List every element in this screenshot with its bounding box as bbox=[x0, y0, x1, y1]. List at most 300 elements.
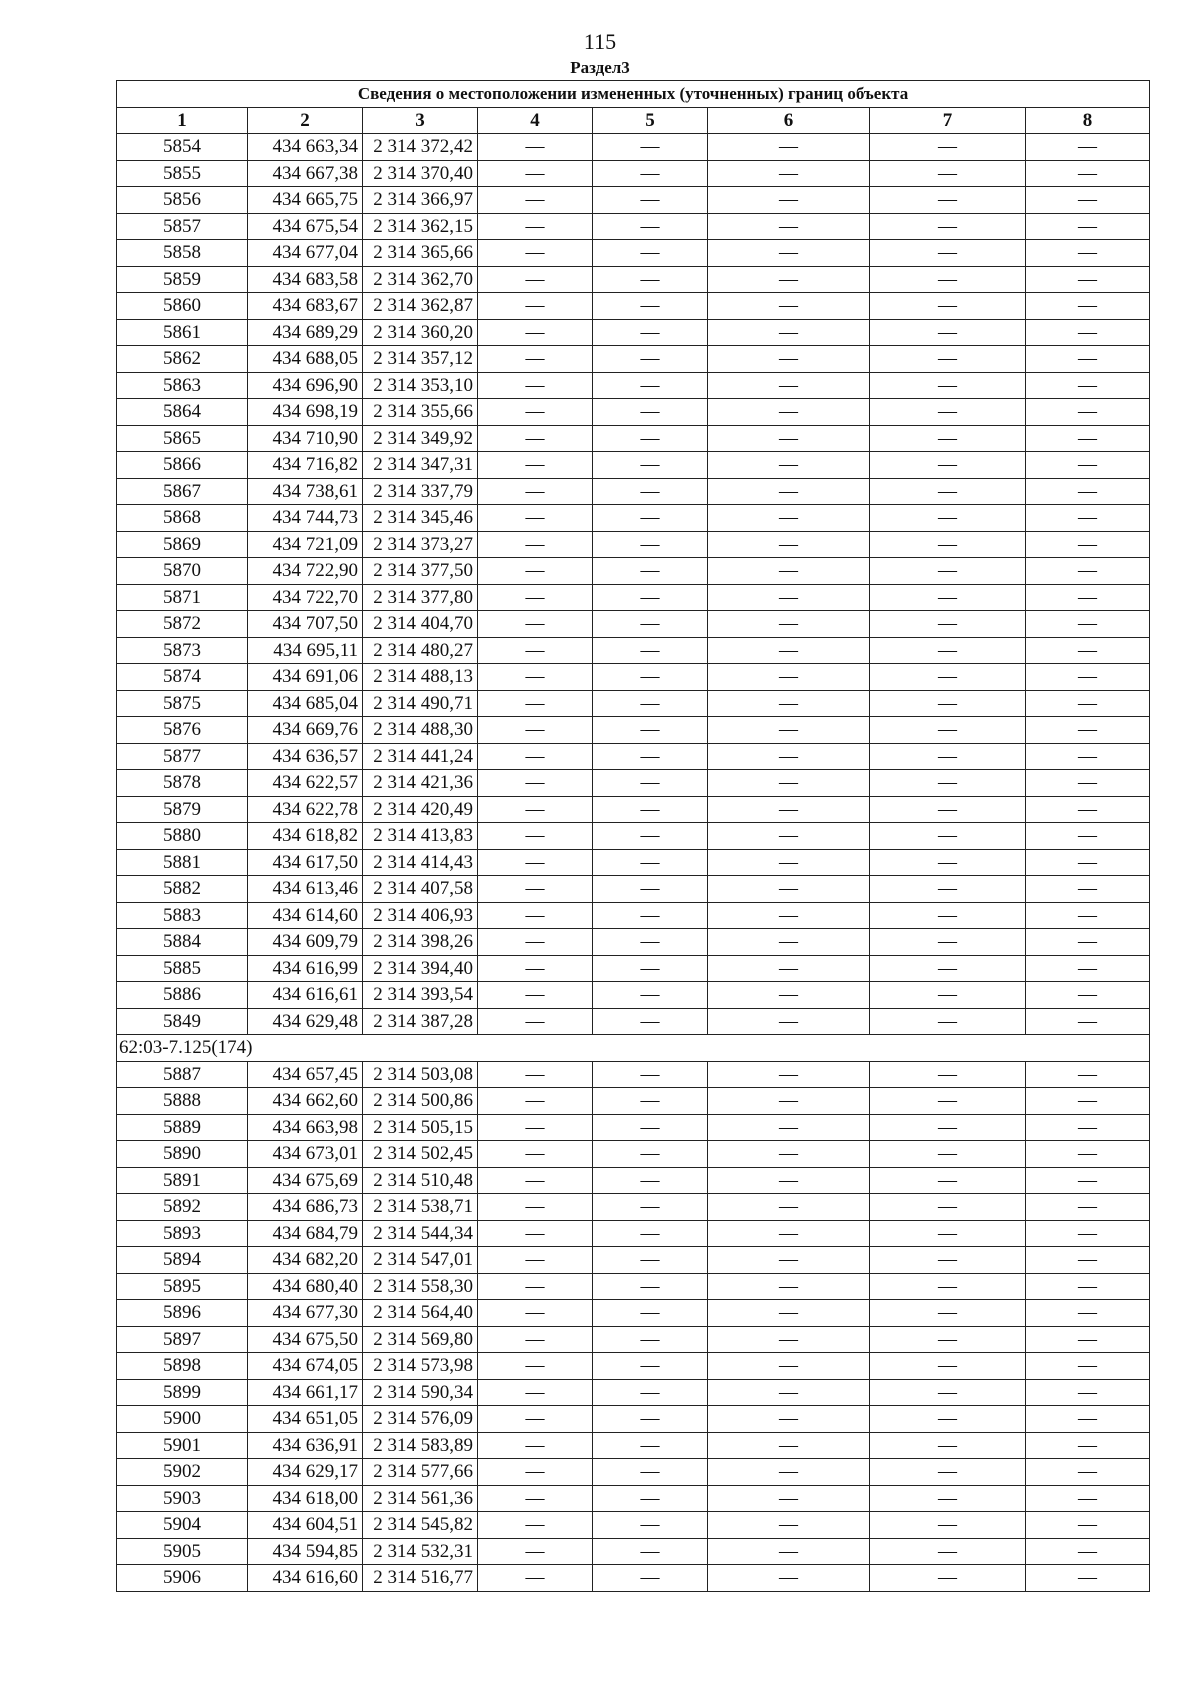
y-coordinate-cell: 2 314 407,58 bbox=[363, 876, 478, 903]
empty-value-cell: — bbox=[478, 1194, 593, 1221]
empty-value-cell: — bbox=[1026, 293, 1150, 320]
empty-value-cell: — bbox=[708, 1008, 870, 1035]
empty-value-cell: — bbox=[593, 293, 708, 320]
x-coordinate-cell: 434 667,38 bbox=[248, 160, 363, 187]
empty-value-cell: — bbox=[593, 1406, 708, 1433]
x-coordinate-cell: 434 675,50 bbox=[248, 1326, 363, 1353]
empty-value-cell: — bbox=[870, 1088, 1026, 1115]
empty-value-cell: — bbox=[593, 505, 708, 532]
empty-value-cell: — bbox=[1026, 664, 1150, 691]
empty-value-cell: — bbox=[593, 266, 708, 293]
table-row bbox=[117, 1512, 1150, 1539]
table-row bbox=[117, 346, 1150, 373]
empty-value-cell: — bbox=[593, 929, 708, 956]
empty-value-cell: — bbox=[708, 637, 870, 664]
table-row bbox=[117, 584, 1150, 611]
empty-value-cell: — bbox=[708, 425, 870, 452]
table-row bbox=[117, 266, 1150, 293]
empty-value-cell: — bbox=[478, 1273, 593, 1300]
y-coordinate-cell: 2 314 516,77 bbox=[363, 1565, 478, 1592]
table-row bbox=[117, 319, 1150, 346]
column-header: 2 bbox=[248, 107, 363, 134]
empty-value-cell: — bbox=[870, 478, 1026, 505]
x-coordinate-cell: 434 636,91 bbox=[248, 1432, 363, 1459]
point-number-cell: 5863 bbox=[117, 372, 248, 399]
empty-value-cell: — bbox=[708, 1141, 870, 1168]
y-coordinate-cell: 2 314 421,36 bbox=[363, 770, 478, 797]
point-number-cell: 5896 bbox=[117, 1300, 248, 1327]
point-number-cell: 5856 bbox=[117, 187, 248, 214]
x-coordinate-cell: 434 688,05 bbox=[248, 346, 363, 373]
empty-value-cell: — bbox=[478, 1538, 593, 1565]
empty-value-cell: — bbox=[870, 929, 1026, 956]
table-row bbox=[117, 160, 1150, 187]
empty-value-cell: — bbox=[478, 637, 593, 664]
empty-value-cell: — bbox=[478, 743, 593, 770]
empty-value-cell: — bbox=[708, 982, 870, 1009]
empty-value-cell: — bbox=[870, 505, 1026, 532]
empty-value-cell: — bbox=[593, 1061, 708, 1088]
page-number: 115 bbox=[583, 29, 617, 54]
point-number-cell: 5849 bbox=[117, 1008, 248, 1035]
empty-value-cell: — bbox=[708, 1353, 870, 1380]
empty-value-cell: — bbox=[708, 955, 870, 982]
empty-value-cell: — bbox=[593, 743, 708, 770]
empty-value-cell: — bbox=[1026, 1485, 1150, 1512]
empty-value-cell: — bbox=[1026, 1300, 1150, 1327]
x-coordinate-cell: 434 629,48 bbox=[248, 1008, 363, 1035]
x-coordinate-cell: 434 622,57 bbox=[248, 770, 363, 797]
point-number-cell: 5905 bbox=[117, 1538, 248, 1565]
empty-value-cell: — bbox=[708, 1300, 870, 1327]
empty-value-cell: — bbox=[870, 690, 1026, 717]
empty-value-cell: — bbox=[870, 1379, 1026, 1406]
point-number-cell: 5859 bbox=[117, 266, 248, 293]
empty-value-cell: — bbox=[870, 849, 1026, 876]
point-number-cell: 5892 bbox=[117, 1194, 248, 1221]
table-row bbox=[117, 372, 1150, 399]
empty-value-cell: — bbox=[478, 399, 593, 426]
caption-row bbox=[117, 81, 1150, 108]
y-coordinate-cell: 2 314 544,34 bbox=[363, 1220, 478, 1247]
x-coordinate-cell: 434 744,73 bbox=[248, 505, 363, 532]
empty-value-cell: — bbox=[593, 902, 708, 929]
empty-value-cell: — bbox=[478, 796, 593, 823]
empty-value-cell: — bbox=[708, 293, 870, 320]
empty-value-cell: — bbox=[478, 293, 593, 320]
empty-value-cell: — bbox=[478, 717, 593, 744]
point-number-cell: 5858 bbox=[117, 240, 248, 267]
x-coordinate-cell: 434 657,45 bbox=[248, 1061, 363, 1088]
point-number-cell: 5877 bbox=[117, 743, 248, 770]
empty-value-cell: — bbox=[708, 1114, 870, 1141]
empty-value-cell: — bbox=[870, 1485, 1026, 1512]
empty-value-cell: — bbox=[870, 770, 1026, 797]
point-number-cell: 5893 bbox=[117, 1220, 248, 1247]
table-row bbox=[117, 1141, 1150, 1168]
empty-value-cell: — bbox=[870, 1141, 1026, 1168]
table-body-a bbox=[117, 134, 1150, 1035]
empty-value-cell: — bbox=[870, 425, 1026, 452]
y-coordinate-cell: 2 314 355,66 bbox=[363, 399, 478, 426]
empty-value-cell: — bbox=[593, 1167, 708, 1194]
x-coordinate-cell: 434 617,50 bbox=[248, 849, 363, 876]
point-number-cell: 5891 bbox=[117, 1167, 248, 1194]
x-coordinate-cell: 434 710,90 bbox=[248, 425, 363, 452]
empty-value-cell: — bbox=[1026, 823, 1150, 850]
point-number-cell: 5878 bbox=[117, 770, 248, 797]
table-row bbox=[117, 240, 1150, 267]
empty-value-cell: — bbox=[708, 796, 870, 823]
empty-value-cell: — bbox=[1026, 187, 1150, 214]
x-coordinate-cell: 434 594,85 bbox=[248, 1538, 363, 1565]
empty-value-cell: — bbox=[708, 584, 870, 611]
empty-value-cell: — bbox=[708, 902, 870, 929]
point-number-cell: 5906 bbox=[117, 1565, 248, 1592]
empty-value-cell: — bbox=[708, 1459, 870, 1486]
empty-value-cell: — bbox=[593, 319, 708, 346]
empty-value-cell: — bbox=[593, 346, 708, 373]
column-header: 3 bbox=[363, 107, 478, 134]
empty-value-cell: — bbox=[870, 664, 1026, 691]
y-coordinate-cell: 2 314 488,30 bbox=[363, 717, 478, 744]
table-row bbox=[117, 637, 1150, 664]
empty-value-cell: — bbox=[708, 1194, 870, 1221]
empty-value-cell: — bbox=[870, 1194, 1026, 1221]
empty-value-cell: — bbox=[593, 160, 708, 187]
table-row bbox=[117, 823, 1150, 850]
table-row bbox=[117, 1406, 1150, 1433]
empty-value-cell: — bbox=[1026, 346, 1150, 373]
x-coordinate-cell: 434 661,17 bbox=[248, 1379, 363, 1406]
empty-value-cell: — bbox=[1026, 743, 1150, 770]
x-coordinate-cell: 434 707,50 bbox=[248, 611, 363, 638]
empty-value-cell: — bbox=[1026, 160, 1150, 187]
empty-value-cell: — bbox=[478, 558, 593, 585]
table-row bbox=[117, 1459, 1150, 1486]
empty-value-cell: — bbox=[708, 611, 870, 638]
empty-value-cell: — bbox=[870, 187, 1026, 214]
empty-value-cell: — bbox=[870, 346, 1026, 373]
empty-value-cell: — bbox=[593, 664, 708, 691]
empty-value-cell: — bbox=[593, 1247, 708, 1274]
table-row bbox=[117, 1485, 1150, 1512]
empty-value-cell: — bbox=[478, 346, 593, 373]
empty-value-cell: — bbox=[870, 134, 1026, 161]
empty-value-cell: — bbox=[593, 849, 708, 876]
empty-value-cell: — bbox=[708, 160, 870, 187]
table-row bbox=[117, 531, 1150, 558]
table-row bbox=[117, 1565, 1150, 1592]
empty-value-cell: — bbox=[593, 134, 708, 161]
x-coordinate-cell: 434 614,60 bbox=[248, 902, 363, 929]
empty-value-cell: — bbox=[478, 1114, 593, 1141]
point-number-cell: 5857 bbox=[117, 213, 248, 240]
empty-value-cell: — bbox=[708, 531, 870, 558]
empty-value-cell: — bbox=[870, 1353, 1026, 1380]
x-coordinate-cell: 434 673,01 bbox=[248, 1141, 363, 1168]
empty-value-cell: — bbox=[593, 1353, 708, 1380]
empty-value-cell: — bbox=[478, 452, 593, 479]
empty-value-cell: — bbox=[478, 664, 593, 691]
y-coordinate-cell: 2 314 490,71 bbox=[363, 690, 478, 717]
table-row bbox=[117, 1353, 1150, 1380]
point-number-cell: 5901 bbox=[117, 1432, 248, 1459]
empty-value-cell: — bbox=[593, 1300, 708, 1327]
x-coordinate-cell: 434 663,34 bbox=[248, 134, 363, 161]
empty-value-cell: — bbox=[593, 372, 708, 399]
empty-value-cell: — bbox=[478, 611, 593, 638]
empty-value-cell: — bbox=[870, 1273, 1026, 1300]
table-row bbox=[117, 1538, 1150, 1565]
empty-value-cell: — bbox=[708, 690, 870, 717]
point-number-cell: 5875 bbox=[117, 690, 248, 717]
empty-value-cell: — bbox=[870, 611, 1026, 638]
empty-value-cell: — bbox=[478, 240, 593, 267]
y-coordinate-cell: 2 314 510,48 bbox=[363, 1167, 478, 1194]
y-coordinate-cell: 2 314 573,98 bbox=[363, 1353, 478, 1380]
empty-value-cell: — bbox=[1026, 399, 1150, 426]
empty-value-cell: — bbox=[870, 1167, 1026, 1194]
empty-value-cell: — bbox=[1026, 478, 1150, 505]
point-number-cell: 5883 bbox=[117, 902, 248, 929]
y-coordinate-cell: 2 314 347,31 bbox=[363, 452, 478, 479]
column-header: 7 bbox=[870, 107, 1026, 134]
y-coordinate-cell: 2 314 503,08 bbox=[363, 1061, 478, 1088]
x-coordinate-cell: 434 677,30 bbox=[248, 1300, 363, 1327]
y-coordinate-cell: 2 314 576,09 bbox=[363, 1406, 478, 1433]
y-coordinate-cell: 2 314 564,40 bbox=[363, 1300, 478, 1327]
point-number-cell: 5881 bbox=[117, 849, 248, 876]
x-coordinate-cell: 434 682,20 bbox=[248, 1247, 363, 1274]
column-header: 1 bbox=[117, 107, 248, 134]
empty-value-cell: — bbox=[1026, 1220, 1150, 1247]
x-coordinate-cell: 434 698,19 bbox=[248, 399, 363, 426]
column-header: 4 bbox=[478, 107, 593, 134]
empty-value-cell: — bbox=[708, 505, 870, 532]
y-coordinate-cell: 2 314 377,80 bbox=[363, 584, 478, 611]
point-number-cell: 5882 bbox=[117, 876, 248, 903]
y-coordinate-cell: 2 314 414,43 bbox=[363, 849, 478, 876]
x-coordinate-cell: 434 604,51 bbox=[248, 1512, 363, 1539]
empty-value-cell: — bbox=[708, 876, 870, 903]
empty-value-cell: — bbox=[478, 876, 593, 903]
point-number-cell: 5889 bbox=[117, 1114, 248, 1141]
x-coordinate-cell: 434 636,57 bbox=[248, 743, 363, 770]
empty-value-cell: — bbox=[708, 1432, 870, 1459]
empty-value-cell: — bbox=[1026, 690, 1150, 717]
empty-value-cell: — bbox=[478, 929, 593, 956]
y-coordinate-cell: 2 314 398,26 bbox=[363, 929, 478, 956]
x-coordinate-cell: 434 675,54 bbox=[248, 213, 363, 240]
empty-value-cell: — bbox=[870, 531, 1026, 558]
point-number-cell: 5885 bbox=[117, 955, 248, 982]
empty-value-cell: — bbox=[593, 611, 708, 638]
table-row bbox=[117, 1167, 1150, 1194]
empty-value-cell: — bbox=[1026, 982, 1150, 1009]
empty-value-cell: — bbox=[708, 1485, 870, 1512]
empty-value-cell: — bbox=[1026, 849, 1150, 876]
table-row bbox=[117, 399, 1150, 426]
empty-value-cell: — bbox=[870, 266, 1026, 293]
empty-value-cell: — bbox=[1026, 876, 1150, 903]
y-coordinate-cell: 2 314 366,97 bbox=[363, 187, 478, 214]
empty-value-cell: — bbox=[478, 849, 593, 876]
empty-value-cell: — bbox=[478, 982, 593, 1009]
table-row bbox=[117, 293, 1150, 320]
empty-value-cell: — bbox=[478, 1326, 593, 1353]
point-number-cell: 5869 bbox=[117, 531, 248, 558]
table-body-b bbox=[117, 1061, 1150, 1591]
empty-value-cell: — bbox=[708, 1565, 870, 1592]
empty-value-cell: — bbox=[708, 929, 870, 956]
table-row bbox=[117, 1061, 1150, 1088]
x-coordinate-cell: 434 669,76 bbox=[248, 717, 363, 744]
empty-value-cell: — bbox=[478, 690, 593, 717]
y-coordinate-cell: 2 314 353,10 bbox=[363, 372, 478, 399]
point-number-cell: 5903 bbox=[117, 1485, 248, 1512]
empty-value-cell: — bbox=[478, 1459, 593, 1486]
x-coordinate-cell: 434 651,05 bbox=[248, 1406, 363, 1433]
empty-value-cell: — bbox=[708, 1326, 870, 1353]
empty-value-cell: — bbox=[478, 1432, 593, 1459]
empty-value-cell: — bbox=[1026, 1432, 1150, 1459]
empty-value-cell: — bbox=[478, 1061, 593, 1088]
point-number-cell: 5871 bbox=[117, 584, 248, 611]
empty-value-cell: — bbox=[1026, 1326, 1150, 1353]
empty-value-cell: — bbox=[593, 1220, 708, 1247]
empty-value-cell: — bbox=[478, 266, 593, 293]
point-number-cell: 5880 bbox=[117, 823, 248, 850]
empty-value-cell: — bbox=[1026, 1008, 1150, 1035]
empty-value-cell: — bbox=[593, 1485, 708, 1512]
empty-value-cell: — bbox=[478, 213, 593, 240]
empty-value-cell: — bbox=[478, 1247, 593, 1274]
empty-value-cell: — bbox=[708, 849, 870, 876]
empty-value-cell: — bbox=[708, 717, 870, 744]
empty-value-cell: — bbox=[708, 1220, 870, 1247]
empty-value-cell: — bbox=[870, 584, 1026, 611]
point-number-cell: 5897 bbox=[117, 1326, 248, 1353]
point-number-cell: 5879 bbox=[117, 796, 248, 823]
y-coordinate-cell: 2 314 538,71 bbox=[363, 1194, 478, 1221]
group-row bbox=[117, 1035, 1150, 1062]
point-number-cell: 5860 bbox=[117, 293, 248, 320]
empty-value-cell: — bbox=[870, 823, 1026, 850]
empty-value-cell: — bbox=[708, 743, 870, 770]
x-coordinate-cell: 434 609,79 bbox=[248, 929, 363, 956]
empty-value-cell: — bbox=[1026, 1565, 1150, 1592]
empty-value-cell: — bbox=[593, 1379, 708, 1406]
table-row bbox=[117, 982, 1150, 1009]
empty-value-cell: — bbox=[478, 478, 593, 505]
empty-value-cell: — bbox=[1026, 1406, 1150, 1433]
empty-value-cell: — bbox=[1026, 717, 1150, 744]
x-coordinate-cell: 434 691,06 bbox=[248, 664, 363, 691]
table-row bbox=[117, 425, 1150, 452]
empty-value-cell: — bbox=[593, 240, 708, 267]
empty-value-cell: — bbox=[593, 690, 708, 717]
empty-value-cell: — bbox=[1026, 1141, 1150, 1168]
empty-value-cell: — bbox=[593, 213, 708, 240]
y-coordinate-cell: 2 314 362,70 bbox=[363, 266, 478, 293]
y-coordinate-cell: 2 314 413,83 bbox=[363, 823, 478, 850]
table-row bbox=[117, 664, 1150, 691]
table-row bbox=[117, 452, 1150, 479]
table-row bbox=[117, 1247, 1150, 1274]
table-row bbox=[117, 1008, 1150, 1035]
empty-value-cell: — bbox=[593, 1565, 708, 1592]
empty-value-cell: — bbox=[708, 1061, 870, 1088]
table-row bbox=[117, 1273, 1150, 1300]
table-row bbox=[117, 558, 1150, 585]
x-coordinate-cell: 434 674,05 bbox=[248, 1353, 363, 1380]
x-coordinate-cell: 434 683,58 bbox=[248, 266, 363, 293]
y-coordinate-cell: 2 314 441,24 bbox=[363, 743, 478, 770]
empty-value-cell: — bbox=[593, 1008, 708, 1035]
point-number-cell: 5900 bbox=[117, 1406, 248, 1433]
x-coordinate-cell: 434 716,82 bbox=[248, 452, 363, 479]
y-coordinate-cell: 2 314 569,80 bbox=[363, 1326, 478, 1353]
x-coordinate-cell: 434 616,60 bbox=[248, 1565, 363, 1592]
x-coordinate-cell: 434 722,70 bbox=[248, 584, 363, 611]
y-coordinate-cell: 2 314 558,30 bbox=[363, 1273, 478, 1300]
point-number-cell: 5904 bbox=[117, 1512, 248, 1539]
empty-value-cell: — bbox=[870, 1538, 1026, 1565]
y-coordinate-cell: 2 314 545,82 bbox=[363, 1512, 478, 1539]
empty-value-cell: — bbox=[1026, 1167, 1150, 1194]
table-row bbox=[117, 796, 1150, 823]
x-coordinate-cell: 434 677,04 bbox=[248, 240, 363, 267]
empty-value-cell: — bbox=[593, 584, 708, 611]
empty-value-cell: — bbox=[870, 1565, 1026, 1592]
point-number-cell: 5870 bbox=[117, 558, 248, 585]
x-coordinate-cell: 434 689,29 bbox=[248, 319, 363, 346]
empty-value-cell: — bbox=[870, 240, 1026, 267]
x-coordinate-cell: 434 675,69 bbox=[248, 1167, 363, 1194]
empty-value-cell: — bbox=[708, 266, 870, 293]
column-header: 5 bbox=[593, 107, 708, 134]
empty-value-cell: — bbox=[1026, 955, 1150, 982]
y-coordinate-cell: 2 314 362,15 bbox=[363, 213, 478, 240]
x-coordinate-cell: 434 684,79 bbox=[248, 1220, 363, 1247]
y-coordinate-cell: 2 314 360,20 bbox=[363, 319, 478, 346]
table-row bbox=[117, 690, 1150, 717]
empty-value-cell: — bbox=[1026, 796, 1150, 823]
y-coordinate-cell: 2 314 488,13 bbox=[363, 664, 478, 691]
empty-value-cell: — bbox=[1026, 213, 1150, 240]
point-number-cell: 5854 bbox=[117, 134, 248, 161]
y-coordinate-cell: 2 314 583,89 bbox=[363, 1432, 478, 1459]
empty-value-cell: — bbox=[1026, 1459, 1150, 1486]
y-coordinate-cell: 2 314 590,34 bbox=[363, 1379, 478, 1406]
empty-value-cell: — bbox=[708, 664, 870, 691]
point-number-cell: 5876 bbox=[117, 717, 248, 744]
empty-value-cell: — bbox=[708, 399, 870, 426]
empty-value-cell: — bbox=[708, 1406, 870, 1433]
point-number-cell: 5899 bbox=[117, 1379, 248, 1406]
x-coordinate-cell: 434 696,90 bbox=[248, 372, 363, 399]
empty-value-cell: — bbox=[870, 743, 1026, 770]
point-number-cell: 5890 bbox=[117, 1141, 248, 1168]
empty-value-cell: — bbox=[593, 399, 708, 426]
y-coordinate-cell: 2 314 362,87 bbox=[363, 293, 478, 320]
table-row bbox=[117, 743, 1150, 770]
empty-value-cell: — bbox=[870, 1008, 1026, 1035]
empty-value-cell: — bbox=[708, 240, 870, 267]
empty-value-cell: — bbox=[870, 213, 1026, 240]
empty-value-cell: — bbox=[593, 1432, 708, 1459]
